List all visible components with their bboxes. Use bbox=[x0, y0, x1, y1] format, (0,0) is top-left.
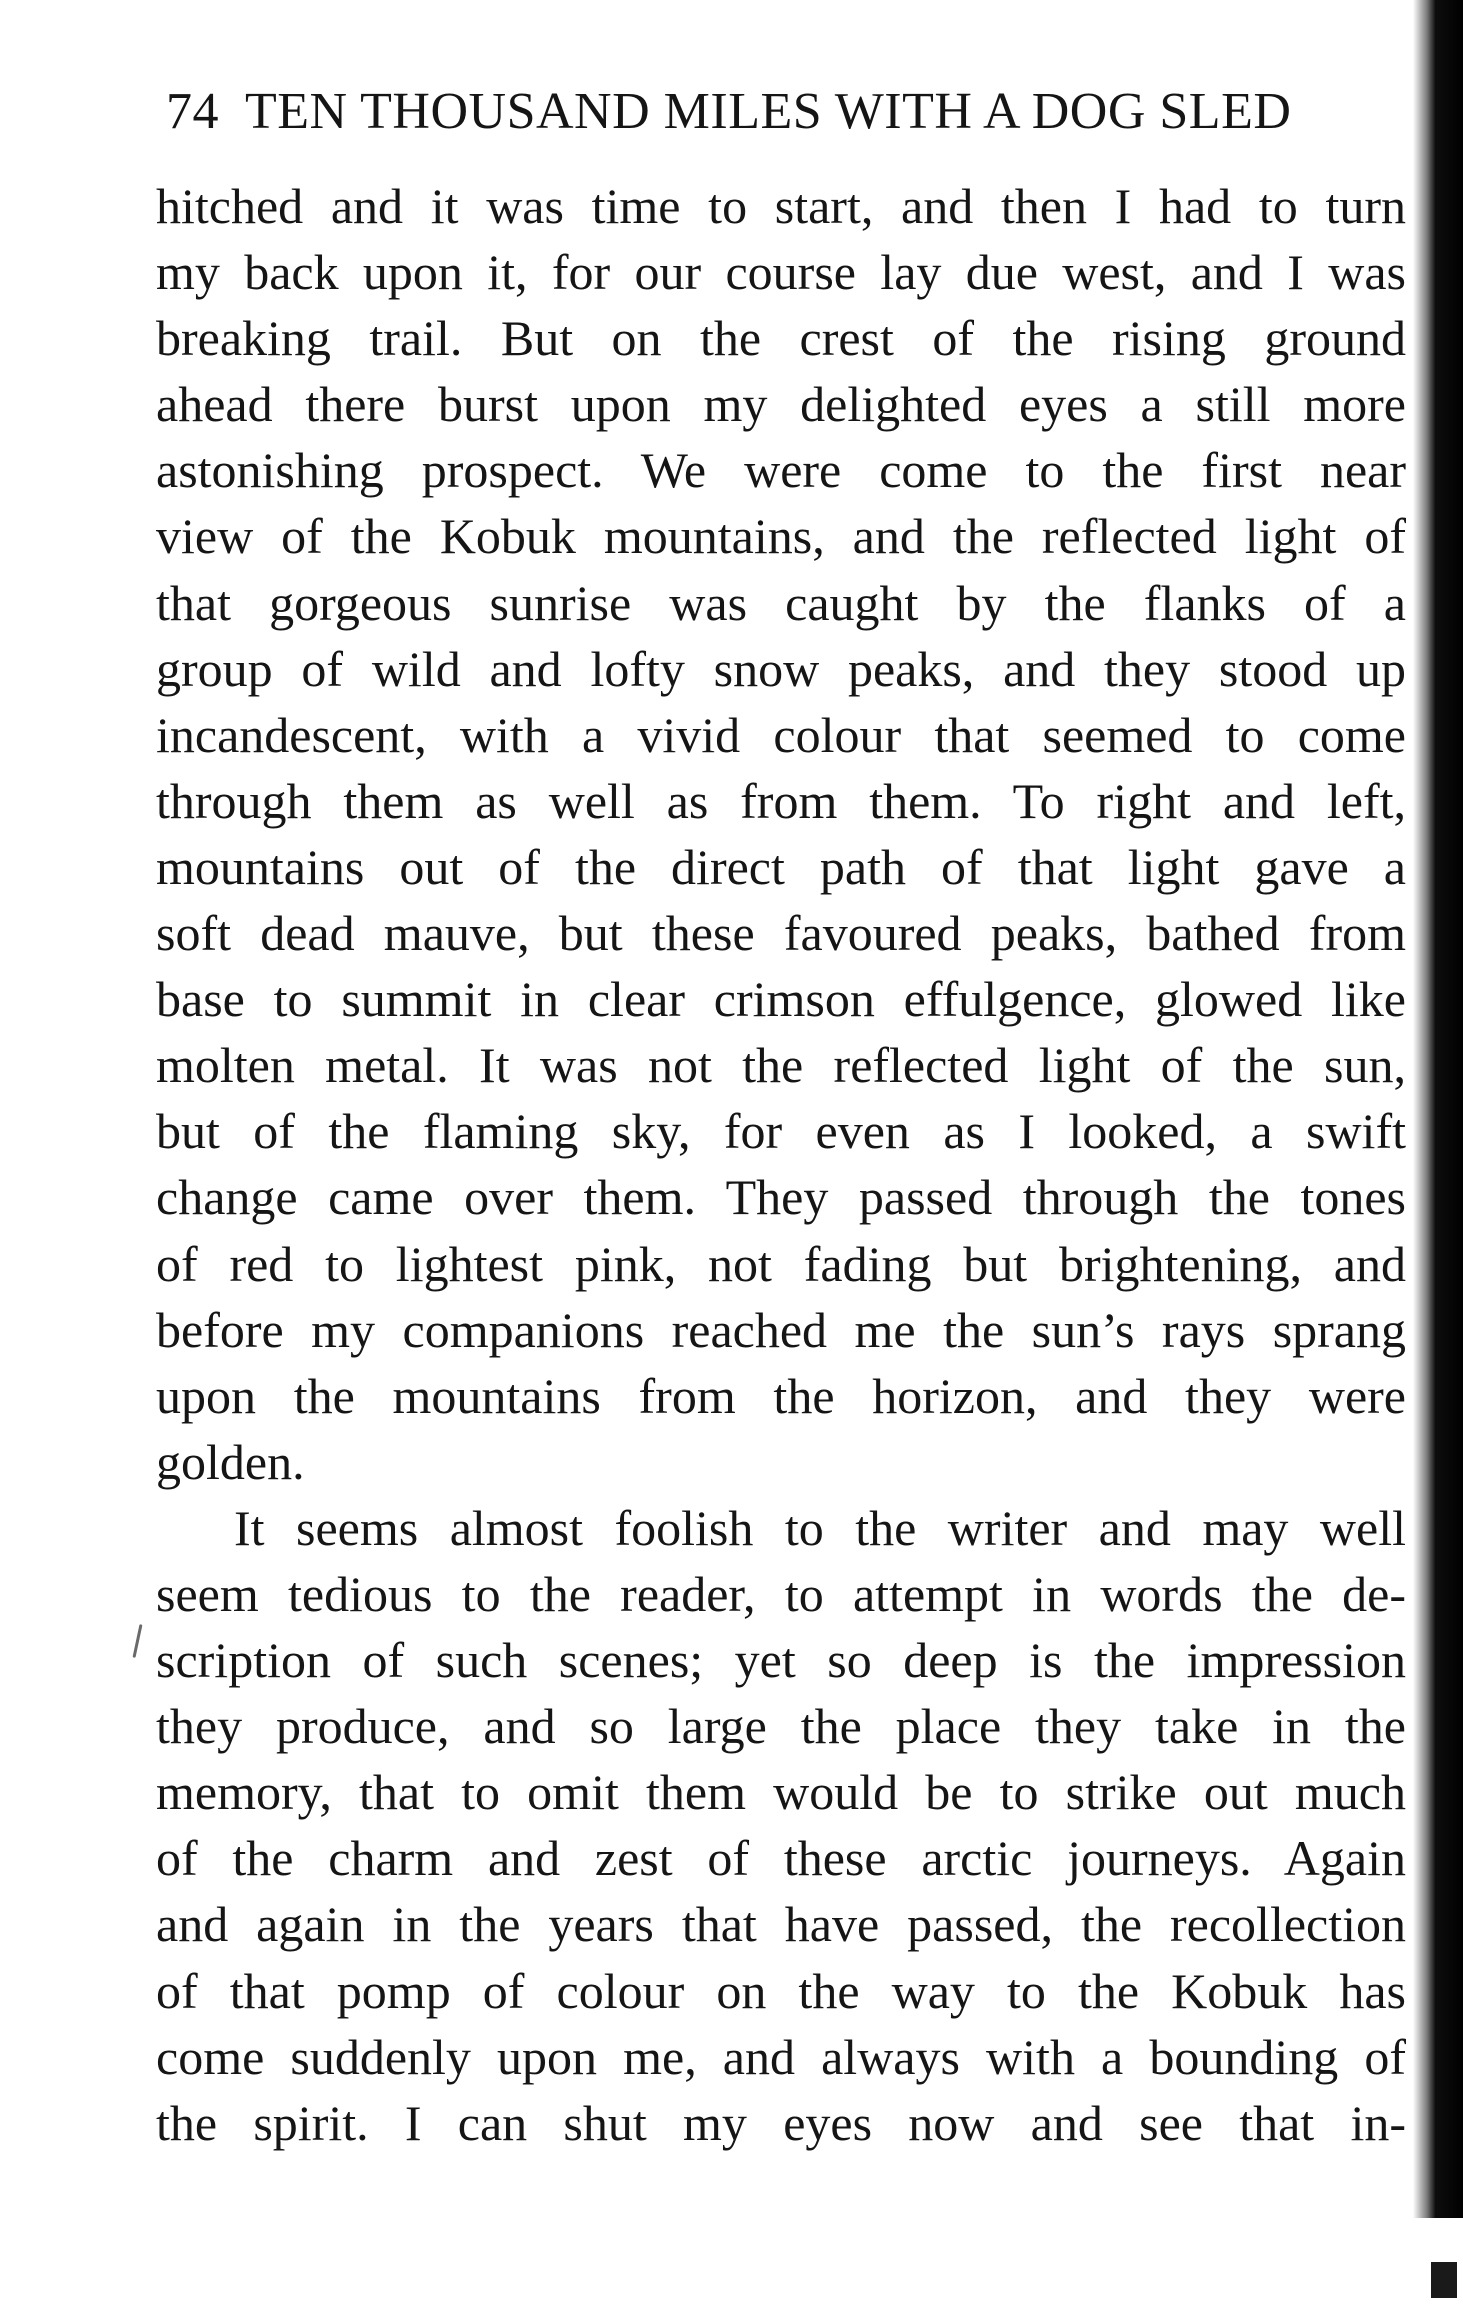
running-head bbox=[166, 80, 1406, 144]
running-title: TEN THOUSAND MILES WITH A DOG SLED bbox=[245, 83, 1292, 140]
page-gutter-shadow bbox=[1413, 0, 1463, 2313]
text-line: change came over them. They passed through the tones bbox=[156, 1169, 1406, 1226]
text-line: memory, that to omit them would be to strike out much bbox=[156, 1764, 1406, 1821]
text-line: my back upon it, for our course lay due west, and I was bbox=[156, 244, 1406, 301]
text-line: astonishing prospect. We were come to the first near bbox=[156, 442, 1406, 499]
text-line: It seems almost foolish to the writer and may well bbox=[234, 1499, 1406, 1556]
text-line: of the charm and zest of these arctic journeys. Again bbox=[156, 1830, 1406, 1887]
text-line: group of wild and lofty snow peaks, and they stood up bbox=[156, 640, 1406, 697]
text-line: ahead there burst upon my delighted eyes a still more bbox=[156, 376, 1406, 433]
text-line: before my companions reached me the sun’s rays sprang bbox=[156, 1301, 1406, 1358]
text-line: but of the flaming sky, for even as I looked, a swift bbox=[156, 1103, 1406, 1160]
paragraph-2 bbox=[156, 1495, 1406, 2156]
body-text bbox=[156, 173, 1406, 2156]
text-line: seem tedious to the reader, to attempt in words the de- bbox=[156, 1565, 1406, 1622]
text-line: hitched and it was time to start, and then I had to turn bbox=[156, 178, 1406, 234]
pencil-mark bbox=[132, 1624, 142, 1658]
text-line: upon the mountains from the horizon, and they were bbox=[156, 1367, 1406, 1424]
text-line: come suddenly upon me, and always with a bounding of bbox=[156, 2028, 1406, 2085]
text-line: breaking trail. But on the crest of the rising ground bbox=[156, 310, 1406, 367]
text-line: mountains out of the direct path of that light gave a bbox=[156, 838, 1406, 895]
text-line: soft dead mauve, but these favoured peaks, bathed from bbox=[156, 905, 1406, 962]
text-line: view of the Kobuk mountains, and the reflected light of bbox=[156, 508, 1406, 565]
text-line: base to summit in clear crimson effulgence, glowed like bbox=[156, 971, 1406, 1028]
text-line: and again in the years that have passed, the recollection bbox=[156, 1896, 1406, 1953]
text-line: the spirit. I can shut my eyes now and see that in- bbox=[156, 2094, 1406, 2151]
text-line: that gorgeous sunrise was caught by the flanks of a bbox=[156, 574, 1406, 631]
scan-artifact-mark bbox=[1431, 2262, 1457, 2298]
paragraph-1 bbox=[156, 173, 1406, 1495]
text-line: through them as well as from them. To right and left, bbox=[156, 772, 1406, 829]
text-line: golden. bbox=[156, 1433, 305, 1490]
text-line: molten metal. It was not the reflected light of the sun, bbox=[156, 1037, 1406, 1094]
text-line: they produce, and so large the place they take in the bbox=[156, 1698, 1406, 1755]
text-line: of that pomp of colour on the way to the Kobuk has bbox=[156, 1962, 1406, 2019]
text-line: incandescent, with a vivid colour that seemed to come bbox=[156, 706, 1406, 763]
page-number: 74 bbox=[166, 83, 219, 140]
text-line: of red to lightest pink, not fading but brightening, and bbox=[156, 1235, 1406, 1292]
text-line: scription of such scenes; yet so deep is the impression bbox=[156, 1632, 1406, 1689]
